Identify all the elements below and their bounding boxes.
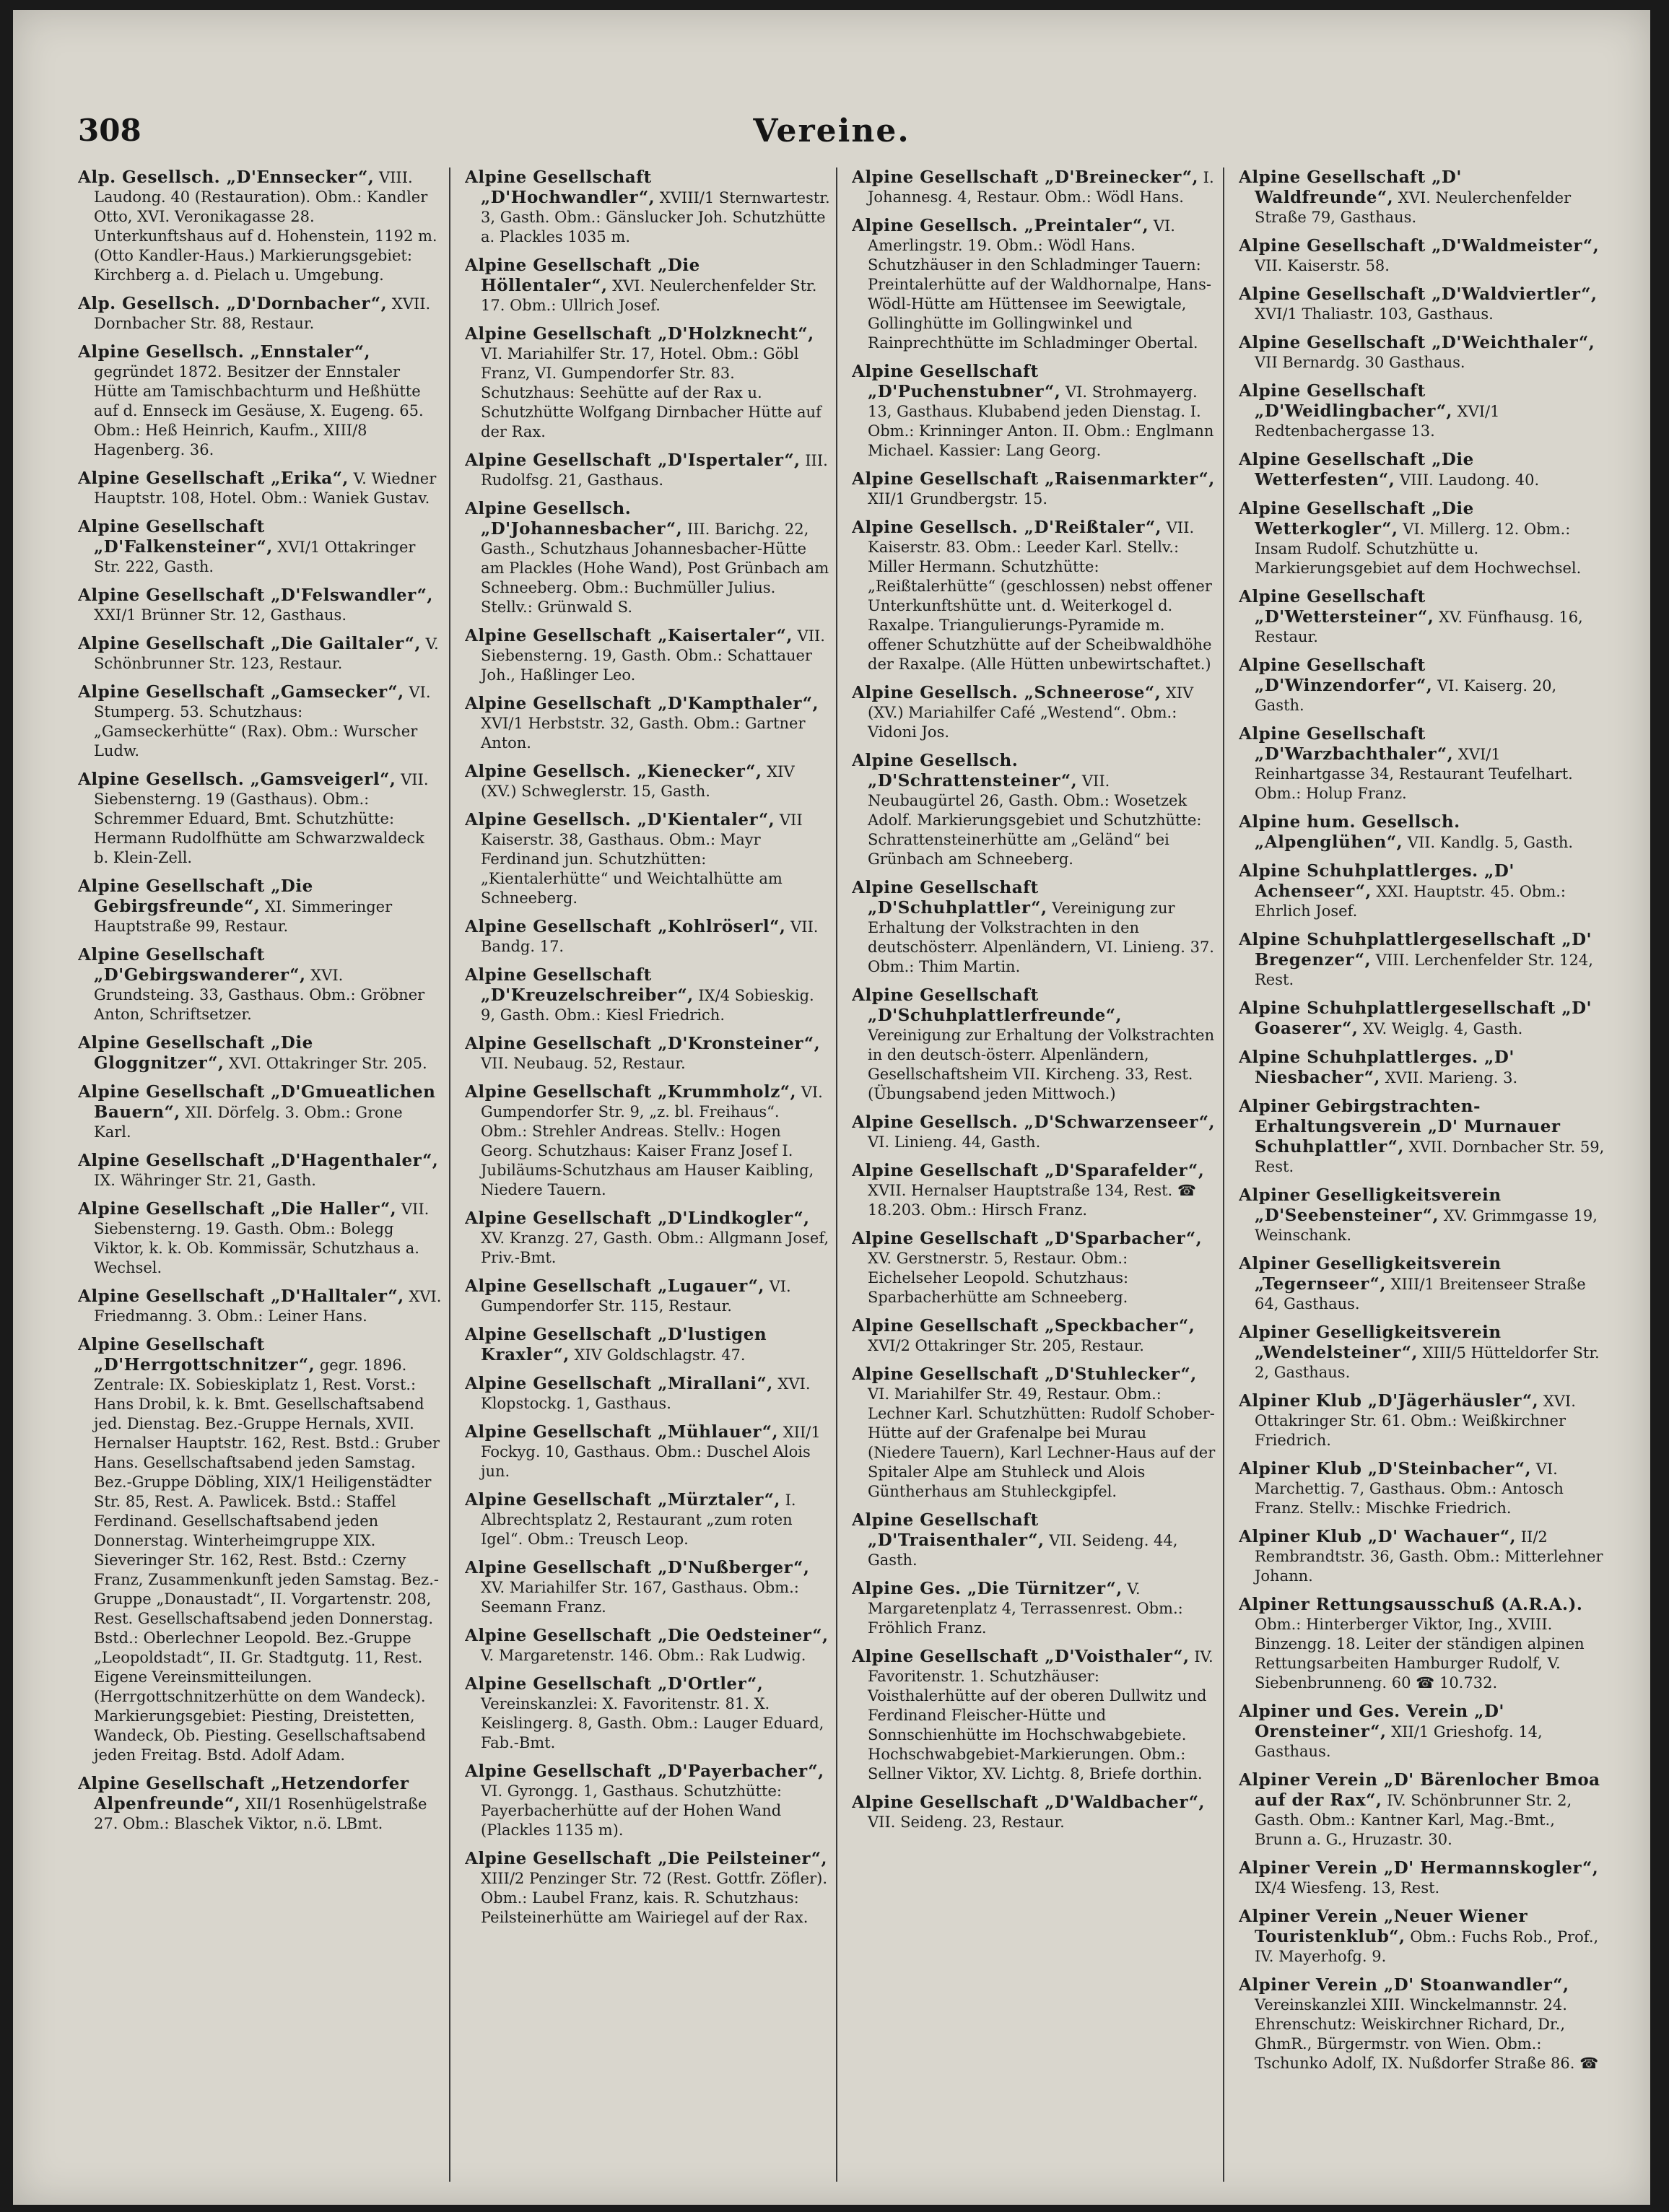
club-details: XIV (XV.) Schweglerstr. 15, Gasth. xyxy=(481,763,795,800)
club-details: XVII. Hernalser Hauptstraße 134, Rest. ☎ 18.203. Obm.: Hirsch Franz. xyxy=(868,1182,1197,1219)
club-entry xyxy=(852,1316,1217,1356)
club-name: Alpine Gesellschaft „Mürztaler“, xyxy=(465,1490,780,1510)
club-name: Alpine Gesellsch. „D'Kientaler“, xyxy=(465,810,775,830)
club-entry xyxy=(78,342,443,460)
club-name: Alpine Gesellschaft „D'Weidlingbacher“, xyxy=(1239,381,1452,421)
club-entry xyxy=(1239,861,1605,921)
club-name: Alpine Gesellschaft „D'Ortler“, xyxy=(465,1674,764,1694)
club-entry xyxy=(78,876,443,936)
club-details: VI. Mariahilfer Str. 49, Restaur. Obm.: Lechner Karl. Schutzhütten: Rudolf Schober-Hütte auf der Grafenalpe bei Murau (Niedere Tauern), Karl Lechner-Haus auf der Spitaler Alpe am Stuhleck und Alois Güntherhaus am Stuhleckgipfel. xyxy=(868,1385,1216,1500)
club-entry xyxy=(852,518,1217,674)
club-details: VI. Millerg. 12. Obm.: Insam Rudolf. Schutzhütte u. Markierungsgebiet auf dem Hochwechsel. xyxy=(1255,521,1582,577)
club-name: Alpine Gesellschaft „Die Oedsteiner“, xyxy=(465,1626,829,1645)
club-name: Alpine Gesellschaft „D'Payerbacher“, xyxy=(465,1762,824,1781)
club-name: Alpine Gesellsch. „Gamsveigerl“, xyxy=(78,770,396,789)
club-entry xyxy=(1239,450,1605,490)
club-entry xyxy=(852,469,1217,509)
club-details: VI. Gumpendorfer Str. 115, Restaur. xyxy=(481,1278,791,1315)
club-name: Alpine Gesellschaft „D'Felswandler“, xyxy=(78,585,433,605)
club-details: XII/1 Grundbergstr. 15. xyxy=(868,490,1048,508)
club-details: XVI/1 Thaliastr. 103, Gasthaus. xyxy=(1255,305,1494,323)
club-name: Alpine Gesellschaft „Die Höllentaler“, xyxy=(465,256,700,295)
club-entry xyxy=(852,167,1217,207)
club-name: Alpiner Klub „D'Steinbacher“, xyxy=(1239,1459,1532,1479)
club-entry xyxy=(1239,1254,1605,1314)
club-entry xyxy=(78,1774,443,1834)
club-details: VII. Neubaug. 52, Restaur. xyxy=(481,1055,686,1072)
club-entry xyxy=(465,762,830,801)
club-details: XVI. Grundsteing. 33, Gasthaus. Obm.: Gröbner Anton, Schriftsetzer. xyxy=(94,967,425,1023)
club-entry xyxy=(78,634,443,674)
club-details: XII. Dörfelg. 3. Obm.: Grone Karl. xyxy=(94,1104,403,1141)
club-name: Alpiner Verein „D' Stoanwandler“, xyxy=(1239,1975,1569,1995)
club-name: Alpine Gesellschaft „Die Wetterkogler“, xyxy=(1239,499,1474,539)
club-details: XII/1 Grieshofg. 14, Gasthaus. xyxy=(1255,1723,1543,1760)
club-details: VII. Kandlg. 5, Gasth. xyxy=(1407,834,1574,851)
club-details: VII. Kaiserstr. 58. xyxy=(1255,257,1390,274)
club-entry xyxy=(1239,1048,1605,1088)
club-name: Alpine Gesellschaft „Die Wetterfesten“, xyxy=(1239,450,1474,489)
club-details: XVI. Ottakringer Str. 205. xyxy=(229,1055,427,1072)
club-entry xyxy=(852,878,1217,977)
club-details: IX. Währinger Str. 21, Gasth. xyxy=(94,1172,316,1189)
club-entry xyxy=(465,1762,830,1840)
club-name: Alpine Gesellschaft „D'Nußberger“, xyxy=(465,1558,810,1577)
club-details: V. Margaretenstr. 146. Obm.: Rak Ludwig. xyxy=(481,1647,806,1664)
club-name: Alpine Gesellschaft „D'Traisenthaler“, xyxy=(852,1510,1045,1550)
club-details: XII/1 Rosenhügelstraße 27. Obm.: Blaschek Viktor, n.ö. LBmt. xyxy=(94,1795,427,1832)
club-details: XVI/1 Redtenbachergasse 13. xyxy=(1255,403,1500,440)
club-name: Alpine Gesellschaft „D'Wettersteiner“, xyxy=(1239,587,1434,627)
club-name: Alpine Gesellschaft „D'Schuhplattler“, xyxy=(852,878,1047,918)
club-entry xyxy=(78,167,443,285)
club-entry xyxy=(852,1161,1217,1220)
club-details: XXI. Hauptstr. 45. Obm.: Ehrlich Josef. xyxy=(1255,883,1566,920)
club-details: III. Rudolfsg. 21, Gasthaus. xyxy=(481,452,828,489)
club-name: Alpiner Verein „D' Bärenlocher Bmoa auf der Rax“, xyxy=(1239,1770,1600,1810)
club-name: Alpine Gesellschaft „D'Herrgottschnitzer“, xyxy=(78,1335,315,1375)
club-name: Alp. Gesellsch. „D'Dornbacher“, xyxy=(78,294,388,313)
club-name: Alpine Gesellsch. „Ennstaler“, xyxy=(78,342,371,362)
club-entry xyxy=(78,1151,443,1190)
club-entry xyxy=(1239,1185,1605,1245)
club-details: XVI. Neulerchenfelder Str. 17. Obm.: Ullrich Josef. xyxy=(481,277,817,314)
club-name: Alpine Gesellsch. „D'Schwarzenseer“, xyxy=(852,1112,1215,1132)
club-entry xyxy=(852,362,1217,461)
club-name: Alpine Gesellschaft „D'Schuhplattlerfreunde“, xyxy=(852,985,1122,1025)
club-entry xyxy=(852,1229,1217,1307)
club-entry xyxy=(465,1209,830,1268)
club-entry xyxy=(852,1647,1217,1784)
club-entry xyxy=(78,585,443,625)
club-details: VI. Gumpendorfer Str. 9, „z. bl. Freihaus“. Obm.: Strehler Andreas. Stellv.: Hogen Georg. Schutzhaus: Kaiser Franz Josef I. Jubiläums-Schutzhaus am Hauser Kaibling, Niedere Tauern. xyxy=(481,1084,823,1198)
club-entry xyxy=(465,1626,830,1665)
club-details: VIII. Laudong. 40 (Restauration). Obm.: Kandler Otto, XVI. Veronikagasse 28. Unterkunftshaus auf d. Hohenstein, 1192 m. (Otto Kandler-Haus.) Markierungsgebiet: Kirchberg a. d. Pielach u. Umgebung. xyxy=(94,169,437,284)
club-name: Alpine Gesellschaft „D'Voisthaler“, xyxy=(852,1647,1190,1666)
club-name: Alpine Gesellsch. „Preintaler“, xyxy=(852,216,1149,235)
column-4 xyxy=(1239,167,1611,2182)
club-entry xyxy=(465,499,830,617)
club-details: XV. Grimmgasse 19, Weinschank. xyxy=(1255,1207,1598,1244)
club-entry xyxy=(465,167,830,247)
club-entry xyxy=(1239,1391,1605,1450)
club-name: Alpine Gesellschaft „Die Gailtaler“, xyxy=(78,634,421,653)
club-name: Alpine Gesellschaft „D'Lindkogler“, xyxy=(465,1209,810,1228)
club-details: VII Bernardg. 30 Gasthaus. xyxy=(1255,354,1465,371)
club-name: Alpine hum. Gesellsch. „Alpenglühen“, xyxy=(1239,812,1460,852)
club-name: Alpine Gesellsch. „D'Reißtaler“, xyxy=(852,518,1162,537)
club-name: Alpine Gesellschaft „D'Stuhlecker“, xyxy=(852,1364,1197,1384)
club-name: Alpine Gesellschaft „D'Hochwandler“, xyxy=(465,167,655,207)
club-entry xyxy=(852,751,1217,869)
club-name: Alpine Gesellschaft „D'Waldmeister“, xyxy=(1239,236,1600,256)
club-entry xyxy=(1239,167,1605,227)
club-name: Alpine Ges. „Die Türnitzer“, xyxy=(852,1579,1123,1598)
club-details: II/2 Rembrandtstr. 36, Gasth. Obm.: Mitterlehner Johann. xyxy=(1255,1528,1603,1585)
club-name: Alpine Gesellschaft „D'Breinecker“, xyxy=(852,167,1198,187)
club-details: VI. Strohmayerg. 13, Gasthaus. Klubabend jeden Dienstag. I. Obm.: Krinninger Anton. II. Obm.: Englmann Michael. Kassier: Lang Georg. xyxy=(868,383,1214,459)
club-name: Alpine Gesellschaft „D'Ispertaler“, xyxy=(465,450,801,470)
club-name: Alpine Gesellschaft „Die Peilsteiner“, xyxy=(465,1849,828,1868)
club-details: VII. Siebensterng. 19 (Gasthaus). Obm.: Schremmer Eduard, Bmt. Schutzhütte: Hermann Rudolfhütte am Schwarzwaldeck b. Klein-Zell. xyxy=(94,771,429,866)
club-entry xyxy=(1239,1459,1605,1518)
club-entry xyxy=(465,626,830,685)
club-entry xyxy=(1239,1975,1605,2073)
club-name: Alpiner Geselligkeitsverein „Wendelsteiner“, xyxy=(1239,1323,1502,1362)
club-entry xyxy=(465,1490,830,1549)
club-name: Alpine Gesellschaft „Hetzendorfer Alpenfreunde“, xyxy=(78,1774,409,1813)
club-details: XVII. Marieng. 3. xyxy=(1385,1069,1518,1087)
club-entry xyxy=(852,1112,1217,1152)
club-name: Alpine Gesellschaft „D'Weichthaler“, xyxy=(1239,333,1595,352)
club-details: Vereinskanzlei XIII. Winckelmannstr. 24. Ehrenschutz: Weiskirchner Richard, Dr., GhmR., Bürgermstr. von Wien. Obm.: Tschunko Adolf, IX. Nußdorfer Straße 86. ☎ xyxy=(1255,1996,1599,2072)
club-entry xyxy=(852,1793,1217,1832)
club-name: Alpine Gesellschaft „Speckbacher“, xyxy=(852,1316,1195,1336)
club-name: Alpiner Geselligkeitsverein „D'Seebensteiner“, xyxy=(1239,1185,1502,1225)
club-entry xyxy=(852,1510,1217,1570)
club-details: VII. Kaiserstr. 83. Obm.: Leeder Karl. Stellv.: Miller Hermann. Schutzhütte: „Reißtalerhütte“ (geschlossen) nebst offener Unterkunftshütte unt. d. Weiterkogel d. Raxalpe. Triangulierungs-Pyramide m. offener Schutzhütte auf der Scheibwaldhöhe der Raxalpe. (Alle Hütten unbewirtschaftet.) xyxy=(868,519,1212,673)
club-name: Alpine Gesellsch. „D'Johannesbacher“, xyxy=(465,499,683,539)
club-name: Alp. Gesellsch. „D'Ennsecker“, xyxy=(78,167,375,187)
club-name: Alpine Gesellschaft „D'Sparafelder“, xyxy=(852,1161,1205,1180)
club-name: Alpiner Klub „D'Jägerhäusler“, xyxy=(1239,1391,1539,1411)
club-name: Alpine Gesellschaft „D' Waldfreunde“, xyxy=(1239,167,1462,207)
club-details: Obm.: Hinterberger Viktor, Ing., XVIII. Binzengg. 18. Leiter der ständigen alpinen Rettungsarbeiten Hamburger Rudolf, V. Siebenbrunneng. 60 ☎ 10.732. xyxy=(1255,1616,1585,1691)
club-name: Alpine Schuhplattlergesellschaft „D' Goaserer“, xyxy=(1239,998,1592,1038)
club-details: Vereinigung zur Erhaltung der Volkstrachten in den deutschösterr. Alpenländern, VI. Linieng. 37. Obm.: Thim Martin. xyxy=(868,900,1214,975)
club-entry xyxy=(465,1674,830,1753)
club-details: XVII. Dornbacher Str. 59, Rest. xyxy=(1255,1138,1605,1175)
club-name: Alpine Gesellschaft „Raisenmarkter“, xyxy=(852,469,1215,489)
club-name: Alpiner Klub „D' Wachauer“, xyxy=(1239,1527,1517,1546)
club-entry xyxy=(78,682,443,761)
club-entry xyxy=(465,1422,830,1481)
club-entry xyxy=(78,517,443,577)
club-entry xyxy=(465,450,830,490)
club-name: Alpine Gesellschaft „Kohlröserl“, xyxy=(465,917,786,936)
club-name: Alpine Gesellschaft „Gamsecker“, xyxy=(78,682,404,702)
club-details: IX/4 Wiesfeng. 13, Rest. xyxy=(1255,1879,1440,1897)
club-entry xyxy=(852,1364,1217,1502)
club-entry xyxy=(465,1276,830,1316)
club-details: XVI. Ottakringer Str. 61. Obm.: Weißkirchner Friedrich. xyxy=(1255,1393,1576,1449)
club-details: VI. Linieng. 44, Gasth. xyxy=(868,1133,1041,1151)
club-details: XVIII/1 Sternwartestr. 3, Gasth. Obm.: Gänslucker Joh. Schutzhütte a. Plackles 1035 m. xyxy=(481,189,830,245)
club-name: Alpine Gesellschaft „D'Warzbachthaler“, xyxy=(1239,724,1454,764)
club-details: Vereinskanzlei: X. Favoritenstr. 81. X. Keislingerg. 8, Gasth. Obm.: Lauger Eduard, Fab.-Bmt. xyxy=(481,1695,824,1751)
club-details: XVI. Neulerchenfelder Straße 79, Gasthaus. xyxy=(1255,189,1572,226)
club-entry xyxy=(1239,236,1605,276)
club-name: Alpine Schuhplattlerges. „D' Achenseer“, xyxy=(1239,861,1515,901)
club-name: Alpine Gesellschaft „Die Haller“, xyxy=(78,1199,397,1219)
club-details: VII. Seideng. 44, Gasth. xyxy=(868,1532,1178,1569)
club-name: Alpine Gesellschaft „D'Hagenthaler“, xyxy=(78,1151,439,1170)
club-name: Alpine Gesellschaft „D'Halltaler“, xyxy=(78,1286,404,1306)
club-details: Obm.: Fuchs Rob., Prof., IV. Mayerhofg. 9. xyxy=(1255,1928,1599,1965)
club-details: XV. Weiglg. 4, Gasth. xyxy=(1363,1020,1523,1037)
club-entry xyxy=(1239,656,1605,715)
club-name: Alpine Gesellschaft „D'Gmueatlichen Bauern“, xyxy=(78,1082,436,1122)
club-details: VII Kaiserstr. 38, Gasthaus. Obm.: Mayr Ferdinand jun. Schutzhütten: „Kientalerhütte“ und Weichtalhütte am Schneeberg. xyxy=(481,811,803,907)
club-entry xyxy=(465,1374,830,1414)
club-details: IV. Favoritenstr. 1. Schutzhäuser: Voisthalerhütte auf der oberen Dullwitz und Ferdinand Fleischer-Hütte und Sonnschienhütte im Hochschwabgebiete. Hochschwabgebiet-Markierungen. Obm.: Sellner Viktor, XV. Lichtg. 8, Briefe dorthin. xyxy=(868,1648,1213,1782)
club-details: VII. Bandg. 17. xyxy=(481,918,819,955)
club-entry xyxy=(1239,812,1605,853)
club-details: VII. Seideng. 23, Restaur. xyxy=(868,1813,1065,1831)
club-name: Alpine Gesellschaft „Krummholz“, xyxy=(465,1082,797,1102)
page-header xyxy=(13,113,1650,156)
club-name: Alpine Gesellschaft „Erika“, xyxy=(78,469,349,488)
club-details: XVI. Klopstockg. 1, Gasthaus. xyxy=(481,1375,811,1412)
club-entry xyxy=(1239,930,1605,990)
club-entry xyxy=(1239,333,1605,373)
club-details: V. Margaretenplatz 4, Terrassenrest. Obm.: Fröhlich Franz. xyxy=(868,1580,1183,1637)
club-name: Alpiner Rettungsausschuß (A.R.A.). xyxy=(1239,1595,1583,1614)
club-details: VIII. Lerchenfelder Str. 124, Rest. xyxy=(1255,952,1593,988)
club-name: Alpine Schuhplattlergesellschaft „D' Bregenzer“, xyxy=(1239,930,1592,970)
club-name: Alpine Gesellschaft „D'Falkensteiner“, xyxy=(78,517,273,557)
club-entry xyxy=(1239,1907,1605,1967)
club-name: Alpine Gesellschaft „D'lustigen Kraxler“, xyxy=(465,1325,767,1364)
club-entry xyxy=(465,965,830,1025)
club-details: VIII. Laudong. 40. xyxy=(1399,471,1540,489)
club-name: Alpine Gesellschaft „D'Kreuzelschreiber“, xyxy=(465,965,694,1005)
club-details: VII. Neubaugürtel 26, Gasth. Obm.: Wosetzek Adolf. Markierungsgebiet und Schutzhütte: Schrattensteinerhütte am „Geländ“ bei Grünbach am Schneeberg. xyxy=(868,772,1202,868)
club-details: XIII/2 Penzinger Str. 72 (Rest. Gottfr. Zöfler). Obm.: Laubel Franz, kais. R. Schutzhaus: Peilsteinerhütte am Wairiegel auf der Rax. xyxy=(481,1870,828,1926)
club-name: Alpine Gesellschaft „D'Puchenstubner“, xyxy=(852,362,1061,401)
club-entry xyxy=(78,469,443,508)
club-details: V. Schönbrunner Str. 123, Restaur. xyxy=(94,635,439,672)
club-details: I. Johannesg. 4, Restaur. Obm.: Wödl Hans. xyxy=(868,169,1214,206)
club-entry xyxy=(1239,1595,1605,1693)
club-details: IX/4 Sobieskig. 9, Gasth. Obm.: Kiesl Friedrich. xyxy=(481,987,814,1024)
club-entry xyxy=(1239,724,1605,804)
club-details: I. Albrechtsplatz 2, Restaurant „zum roten Igel“. Obm.: Treusch Leop. xyxy=(481,1492,796,1548)
club-details: XV. Fünfhausg. 16, Restaur. xyxy=(1255,609,1583,645)
column-1 xyxy=(78,167,450,2182)
club-details: XVI/1 Reinhartgasse 34, Restaurant Teufelhart. Obm.: Holup Franz. xyxy=(1255,746,1573,802)
club-details: XVI/1 Herbststr. 32, Gasth. Obm.: Gartner Anton. xyxy=(481,715,806,752)
scanned-page xyxy=(13,10,1650,2205)
club-details: XIII/1 Breitenseer Straße 64, Gasthaus. xyxy=(1255,1276,1586,1312)
club-name: Alpiner Verein „Neuer Wiener Touristenklub“, xyxy=(1239,1907,1528,1946)
club-details: VII. Siebensterng. 19, Gasth. Obm.: Schattauer Joh., Haßlinger Leo. xyxy=(481,627,825,684)
club-entry xyxy=(1239,1858,1605,1898)
club-entry xyxy=(465,324,830,442)
club-entry xyxy=(1239,499,1605,578)
club-details: VI. Gyrongg. 1, Gasthaus. Schutzhütte: Payerbacherhütte auf der Hohen Wand (Plackles 1135 m). xyxy=(481,1782,782,1839)
club-entry xyxy=(78,1335,443,1765)
club-details: XI. Simmeringer Hauptstraße 99, Restaur. xyxy=(94,898,393,935)
club-name: Alpine Gesellschaft „D'Kampthaler“, xyxy=(465,694,819,713)
club-entry xyxy=(1239,284,1605,324)
club-entry xyxy=(852,216,1217,353)
club-entry xyxy=(465,810,830,908)
club-details: XV. Mariahilfer Str. 167, Gasthaus. Obm.: Seemann Franz. xyxy=(481,1579,799,1616)
club-name: Alpine Gesellschaft „D'Waldbacher“, xyxy=(852,1793,1206,1812)
club-details: VI. Marchettig. 7, Gasthaus. Obm.: Antosch Franz. Stellv.: Mischke Friedrich. xyxy=(1255,1460,1564,1517)
club-entry xyxy=(852,985,1217,1104)
club-entry xyxy=(78,1033,443,1074)
club-name: Alpine Gesellsch. „Schneerose“, xyxy=(852,683,1162,702)
club-details: VI. Amerlingstr. 19. Obm.: Wödl Hans. Schutzhäuser in den Schladminger Tauern: Preintalerhütte auf der Waldhornalpe, Hans-Wödl-Hütte am Hüttensee im Seewigtale, Gollinghütte im Gollingwinkel und Rainprechthütte im Schladminger Obertal. xyxy=(868,217,1211,352)
club-entry xyxy=(78,770,443,868)
club-name: Alpine Gesellschaft „Lugauer“, xyxy=(465,1276,764,1296)
club-name: Alpiner und Ges. Verein „D' Orensteiner“, xyxy=(1239,1702,1504,1741)
club-entry xyxy=(1239,1702,1605,1762)
club-entry xyxy=(78,1199,443,1278)
club-name: Alpine Gesellschaft „D'Gebirgswanderer“, xyxy=(78,945,306,985)
club-name: Alpine Gesellschaft „Die Gebirgsfreunde“, xyxy=(78,876,313,916)
club-entry xyxy=(852,683,1217,742)
club-details: XXI/1 Brünner Str. 12, Gasthaus. xyxy=(94,606,347,624)
club-name: Alpine Gesellschaft „D'Sparbacher“, xyxy=(852,1229,1203,1248)
club-entry xyxy=(465,694,830,753)
club-details: XVII. Dornbacher Str. 88, Restaur. xyxy=(94,295,431,332)
club-entry xyxy=(78,294,443,334)
club-name: Alpiner Gebirgstrachten-Erhaltungsverein „D' Murnauer Schuhplattler“, xyxy=(1239,1097,1561,1157)
club-entry xyxy=(1239,998,1605,1039)
club-name: Alpine Gesellsch. „D'Schrattensteiner“, xyxy=(852,751,1078,791)
club-entry xyxy=(1239,1323,1605,1382)
club-details: gegründet 1872. Besitzer der Ennstaler Hütte am Tamischbachturm und Heßhütte auf d. Ennseck im Gesäuse, X. Eugeng. 65. Obm.: Heß Heinrich, Kaufm., XIII/8 Hagenberg. 36. xyxy=(94,363,424,458)
club-name: Alpine Gesellschaft „Kaisertaler“, xyxy=(465,626,793,645)
club-entry xyxy=(1239,381,1605,441)
club-entry xyxy=(852,1579,1217,1638)
club-entry xyxy=(465,256,830,315)
club-details: VI. Mariahilfer Str. 17, Hotel. Obm.: Göbl Franz, VI. Gumpendorfer Str. 83. Schutzhaus: Seehütte auf der Rax u. Schutzhütte Wolfgang Dirnbacher Hütte auf der Rax. xyxy=(481,345,822,440)
club-name: Alpine Schuhplattlerges. „D' Niesbacher“, xyxy=(1239,1048,1515,1087)
club-entry xyxy=(465,917,830,957)
club-details: Vereinigung zur Erhaltung der Volkstrachten in den deutsch-österr. Alpenländern, Gesellschaftsheim VII. Kircheng. 33, Rest. (Übungsabend jeden Mittwoch.) xyxy=(868,1027,1215,1102)
club-entry xyxy=(465,1082,830,1200)
club-name: Alpiner Geselligkeitsverein „Tegernseer“, xyxy=(1239,1254,1502,1294)
club-details: XV. Kranzg. 27, Gasth. Obm.: Allgmann Josef, Priv.-Bmt. xyxy=(481,1229,829,1266)
club-details: XVI/1 Ottakringer Str. 222, Gasth. xyxy=(94,539,416,575)
club-details: III. Barichg. 22, Gasth., Schutzhaus Johannesbacher-Hütte am Plackles (Hohe Wand), Post Grünbach am Schneeberg. Obm.: Buchmüller Julius. Stellv.: Grünwald S. xyxy=(481,521,829,616)
club-name: Alpine Gesellschaft „Mirallani“, xyxy=(465,1374,773,1393)
club-entry xyxy=(1239,587,1605,647)
column-2 xyxy=(465,167,837,2182)
club-entry xyxy=(465,1558,830,1617)
club-entry xyxy=(78,945,443,1024)
club-details: XVI. Friedmanng. 3. Obm.: Leiner Hans. xyxy=(94,1288,442,1325)
page-number: 308 xyxy=(78,113,141,148)
club-entry xyxy=(465,1034,830,1074)
column-3 xyxy=(852,167,1224,2182)
club-name: Alpine Gesellschaft „Die Gloggnitzer“, xyxy=(78,1033,313,1073)
club-details: gegr. 1896. Zentrale: IX. Sobieskiplatz 1, Rest. Vorst.: Hans Drobil, k. k. Bmt. Gesellschaftsabend jed. Dienstag. Bez.-Gruppe Hernals, XVII. Hernalser Hauptstr. 162, Rest. Bstd.: Gruber Hans. Gesellschaftsabend jeden Samstag. Bez.-Gruppe Döbling, XIX/1 Heiligenstädter Str. 85, Rest. A. Pawlicek. Bstd.: Staffel Ferdinand. Gesellschaftsabend jeden Donnerstag. Winterheimgruppe XIX. Sieveringer Str. 162, Rest. Bstd.: Czerny Franz, Zusammenkunft jeden Samstag. Bez.-Gruppe „Donaustadt“, II. Vorgartenstr. 208, Rest. Gesellschaftsabend jeden Donnerstag. Bstd.: Oberlechner Leopold. Bez.-Gruppe „Leopoldstadt“, II. Gr. Stadtgutg. 11, Rest. Eigene Vereinsmitteilungen. (Herrgottschnitzerhütte on dem Wandeck). Markierungsgebiet: Piesting, Dreistetten, Wandeck, Ob. Piesting. Gesellschaftsabend jeden Freitag. Bstd. Adolf Adam. xyxy=(94,1357,440,1764)
club-entry xyxy=(1239,1527,1605,1586)
club-name: Alpiner Verein „D' Hermannskogler“, xyxy=(1239,1858,1599,1878)
club-details: VII. Siebensterng. 19. Gasth. Obm.: Bolegg Viktor, k. k. Ob. Kommissär, Schutzhaus a. Wechsel. xyxy=(94,1201,430,1276)
club-details: XVI/2 Ottakringer Str. 205, Restaur. xyxy=(868,1337,1144,1354)
club-entry xyxy=(1239,1770,1605,1850)
club-details: XIII/5 Hütteldorfer Str. 2, Gasthaus. xyxy=(1255,1344,1600,1381)
club-details: XV. Gerstnerstr. 5, Restaur. Obm.: Eichelseher Leopold. Schutzhaus: Sparbacherhütte am Schneeberg. xyxy=(868,1250,1129,1306)
club-details: IV. Schönbrunner Str. 2, Gasth. Obm.: Kantner Karl, Mag.-Bmt., Brunn a. G., Hruzastr. 30. xyxy=(1255,1792,1572,1848)
club-name: Alpine Gesellsch. „Kienecker“, xyxy=(465,762,762,781)
club-name: Alpine Gesellschaft „D'Holzknecht“, xyxy=(465,324,814,344)
club-details: VI. Kaiserg. 20, Gasth. xyxy=(1255,677,1557,714)
club-name: Alpine Gesellschaft „D'Waldviertler“, xyxy=(1239,284,1598,304)
club-name: Alpine Gesellschaft „D'Kronsteiner“, xyxy=(465,1034,821,1053)
club-name: Alpine Gesellschaft „Mühlauer“, xyxy=(465,1422,779,1442)
running-title: Vereine. xyxy=(753,113,910,149)
club-details: VI. Stumperg. 53. Schutzhaus: „Gamseckerhütte“ (Rax). Obm.: Wurscher Ludw. xyxy=(94,684,431,759)
club-details: XIV Goldschlagstr. 47. xyxy=(574,1346,746,1364)
club-entry xyxy=(1239,1097,1605,1177)
club-details: XIV (XV.) Mariahilfer Café „Westend“. Obm.: Vidoni Jos. xyxy=(868,684,1194,741)
club-entry xyxy=(78,1082,443,1142)
club-entry xyxy=(465,1325,830,1365)
club-entry xyxy=(78,1286,443,1326)
club-name: Alpine Gesellschaft „D'Winzendorfer“, xyxy=(1239,656,1433,695)
club-details: V. Wiedner Hauptstr. 108, Hotel. Obm.: Waniek Gustav. xyxy=(94,470,437,507)
club-entry xyxy=(465,1849,830,1928)
directory-columns xyxy=(78,167,1611,2182)
club-details: XII/1 Fockyg. 10, Gasthaus. Obm.: Duschel Alois jun. xyxy=(481,1424,821,1480)
